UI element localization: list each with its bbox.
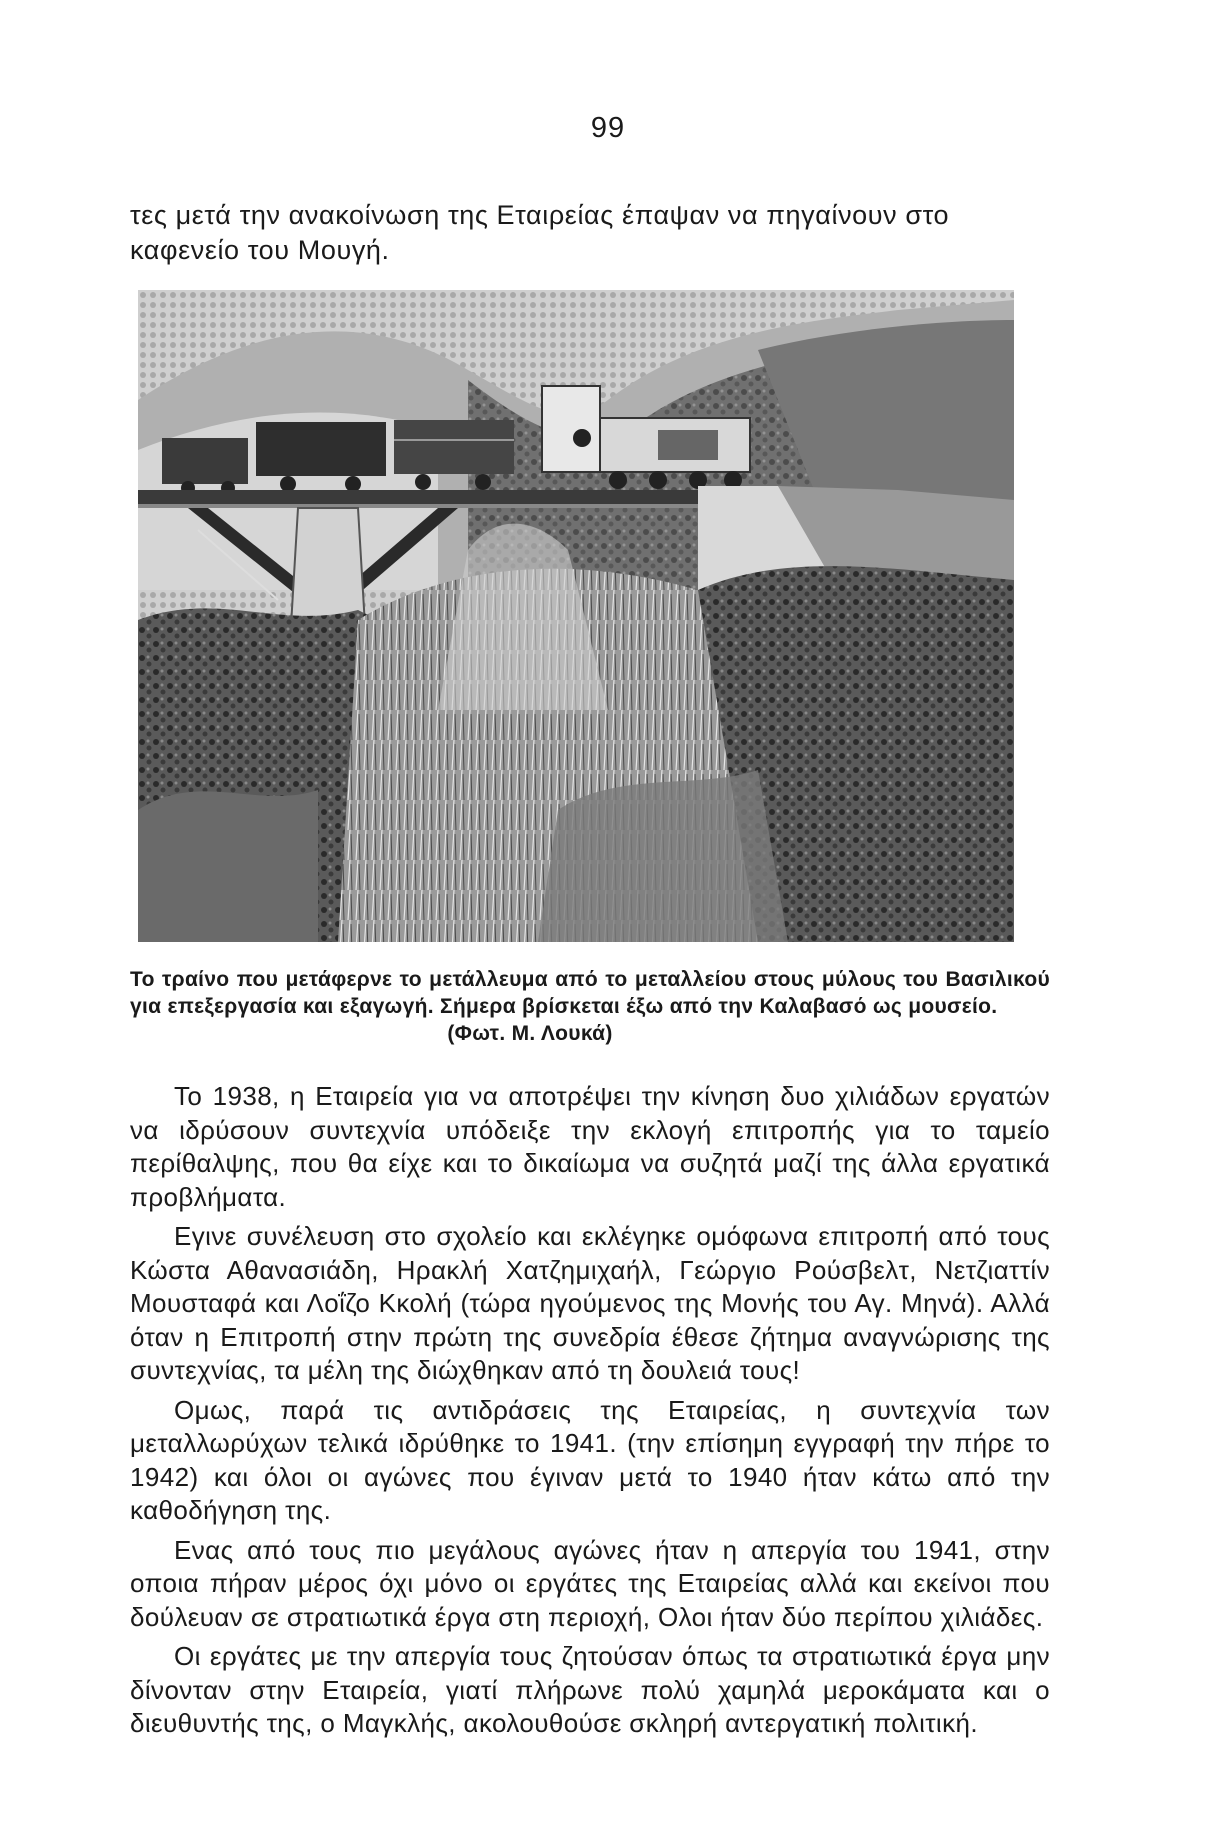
photo-illustration [138, 290, 1014, 942]
paragraph: Ενας από τους πιο μεγάλους αγώνες ήταν η απεργία του 1941, στην οποια πήραν μέρος όχι μόνο οι εργάτες της Εταιρείας αλλά και εκείνοι που δούλευαν σε στρατιωτικά έργα στη περιοχή, Ολοι ήταν δύο περίπου χιλιάδες. [130, 1534, 1050, 1632]
page-number: 99 [590, 112, 626, 144]
train-bridge-photo [138, 290, 1014, 942]
photo-caption [130, 966, 1050, 1047]
intro-paragraph: τες μετά την ανακοίνωση της Εταιρείας έπαψαν να πηγαίνουν στο καφενείο του Μουγή. [130, 200, 950, 265]
paragraph: Οι εργάτες με την απεργία τους ζητούσαν όπως τα στρατιωτικά έργα μην δίνονταν στην Εταιρεία, γιατί πλήρωνε πολύ χαμηλά μεροκάματα και ο διευθυντής της, ο Μαγκλής, ακολουθούσε σκληρή αντεργατική πολιτική. [130, 1641, 1050, 1738]
body-text [130, 1080, 1050, 1747]
paragraph: Το 1938, η Εταιρεία για να αποτρέψει την κίνηση δυο χιλιάδων εργατών να ιδρύσουν συντεχνία υπόδειξε την εκλογή επιτροπής για το ταμείο περίθαλψης, που θα είχε και το δικαίωμα να συζητά μαζί της άλλα εργατικά προβλήματα. [130, 1081, 1050, 1212]
paragraph: Εγινε συνέλευση στο σχολείο και εκλέγηκε ομόφωνα επιτροπή από τους Κώστα Αθανασιάδη, Ηρακλή Χατζημιχαήλ, Γεώργιο Ρούσβελτ, Νετζιαττίν Μουσταφά και Λοΐζο Κκολή (τώρα ηγούμενος της Μονής του Αγ. Μηνά). Αλλά όταν η Επιτροπή στην πρώτη της συνεδρία έθεσε ζήτημα αναγνώρισης της συντεχνίας, τα μέλη της διώχθηκαν από τη δουλειά τους! [130, 1221, 1050, 1385]
caption-text: Το τραίνο που μετάφερνε το μετάλλευμα από το μεταλλείου στους μύλους του Βασιλικού για επεξεργασία και εξαγωγή. Σήμερα βρίσκεται έξω από την Καλαβασό ως μουσείο. [130, 968, 1050, 1018]
photo-credit: (Φωτ. Μ. Λουκά) [447, 1022, 613, 1045]
paragraph: Ομως, παρά τις αντιδράσεις της Εταιρείας, η συντεχνία των μεταλλωρύχων τελικά ιδρύθηκε το 1941. (την επίσημη εγγραφή την πήρε το 1942) και όλοι οι αγώνες που έγιναν μετά το 1940 ήταν κάτω από την καθοδήγηση της. [130, 1394, 1050, 1525]
